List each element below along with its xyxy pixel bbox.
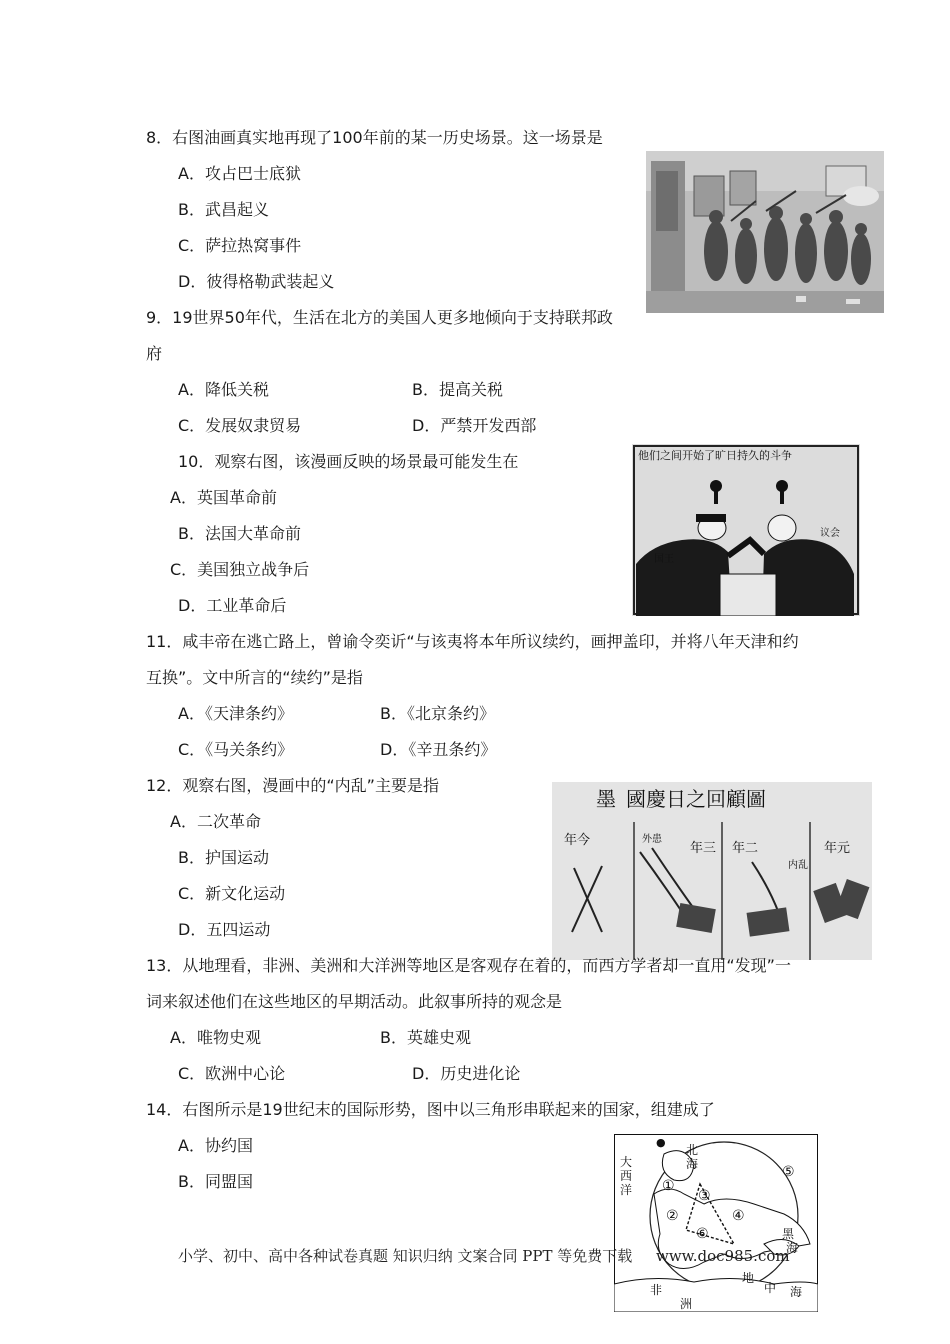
q12-panel-year2: 年二 [732, 841, 759, 856]
q10-label-king: 国王 [654, 554, 674, 565]
q13-option-c: C．欧洲中心论 [178, 1064, 286, 1083]
q9-stem-line-2: 府 [146, 344, 163, 363]
q12-option-d: D．五四运动 [178, 920, 271, 939]
q10-option-b: B．法国大革命前 [178, 524, 301, 543]
q10-label-parliament: 议会 [820, 528, 840, 539]
q10-cartoon-caption: 他们之间开始了旷日持久的斗争 [638, 449, 792, 462]
q12-panel-now: 年今 [564, 833, 591, 848]
q14-map-label-sea2: 海 [786, 1241, 799, 1255]
q14-map-label-zhou: 洲 [680, 1297, 693, 1311]
q13-option-d: D．历史进化论 [412, 1064, 521, 1083]
q14-map-marker-1: ① [662, 1178, 675, 1194]
q12-stem: 12．观察右图，漫画中的“内乱”主要是指 [146, 776, 439, 795]
q8-option-b: B．武昌起义 [178, 200, 269, 219]
q14-map-marker-6: ⑥ [696, 1226, 709, 1242]
q10-option-d: D．工业革命后 [178, 596, 287, 615]
q14-map [614, 1134, 818, 1312]
q14-map-label-sea1: 海 [686, 1157, 699, 1171]
q14-map-label-fei: 非 [650, 1283, 663, 1297]
q13-option-b: B．英雄史观 [380, 1028, 471, 1047]
q11-option-a: A．《天津条约》 [178, 704, 293, 723]
q8-option-a: A．攻占巴士底狱 [178, 164, 301, 183]
q9-option-d: D．严禁开发西部 [412, 416, 537, 435]
q9-option-b: B．提高关税 [412, 380, 503, 399]
q12-label-internal: 内乱 [788, 860, 808, 871]
q12-option-a: A．二次革命 [170, 812, 261, 831]
q10-cartoon [632, 444, 860, 616]
q9-option-a: A．降低关税 [178, 380, 269, 399]
q14-stem: 14．右图所示是19世纪末的国际形势，图中以三角形串联起来的国家，组建成了 [146, 1100, 715, 1119]
q11-stem-line-2: 互换”。文中所言的“续约”是指 [146, 668, 363, 687]
q12-panel-year1: 年元 [824, 841, 851, 856]
q9-stem-line-1: 9．19世界50年代，生活在北方的美国人更多地倾向于支持联邦政 [146, 308, 613, 327]
q8-oil-painting [646, 151, 884, 313]
q14-map-label-da: 大 [620, 1155, 633, 1169]
q12-cartoon [552, 782, 872, 960]
q12-panel-year3: 年三 [690, 841, 717, 856]
q8-stem: 8．右图油画真实地再现了100年前的某一历史场景。这一场景是 [146, 128, 603, 147]
q14-map-marker-4: ④ [732, 1208, 745, 1224]
q9-option-c: C．发展奴隶贸易 [178, 416, 302, 435]
q12-option-c: C．新文化运动 [178, 884, 286, 903]
q14-map-label-yang: 洋 [620, 1183, 633, 1197]
q11-option-d: D．《辛丑条约》 [380, 740, 497, 759]
q14-option-a: A．协约国 [178, 1136, 253, 1155]
footer-watermark[interactable]: www.doc985.com [656, 1247, 790, 1265]
q14-option-b: B．同盟国 [178, 1172, 253, 1191]
q14-map-marker-2: ② [666, 1208, 679, 1224]
svg-text:●: ● [656, 1136, 666, 1149]
q13-stem-line-1: 13．从地理看，非洲、美洲和大洋洲等地区是客观存在着的，而西方学者却一直用“发现”一 [146, 956, 791, 975]
q12-cartoon-seal: 墨 [596, 787, 616, 811]
q14-map-label-north: 北 [686, 1143, 699, 1157]
q8-option-c: C．萨拉热窝事件 [178, 236, 302, 255]
q8-option-d: D．彼得格勒武装起义 [178, 272, 335, 291]
q10-option-c: C．美国独立战争后 [170, 560, 310, 579]
q14-map-label-hei: 黑 [782, 1227, 795, 1241]
q10-stem: 10．观察右图，该漫画反映的场景最可能发生在 [178, 452, 519, 471]
q12-cartoon-title: 國慶日之回顧圖 [626, 787, 766, 811]
q14-map-label-di: 地 [742, 1271, 755, 1285]
q11-option-b: B．《北京条约》 [380, 704, 495, 723]
q11-stem-line-1: 11．咸丰帝在逃亡路上，曾谕令奕䜣“与该夷将本年所议续约，画押盖印，并将八年天津和约 [146, 632, 799, 651]
q14-map-label-zhong: 中 [764, 1281, 777, 1295]
q11-option-c: C．《马关条约》 [178, 740, 294, 759]
q14-map-label-xi: 西 [620, 1169, 633, 1183]
q14-map-marker-3: ③ [698, 1188, 711, 1204]
q13-option-a: A．唯物史观 [170, 1028, 261, 1047]
q13-stem-line-2: 词来叙述他们在这些地区的早期活动。此叙事所持的观念是 [146, 992, 563, 1011]
footer-text: 小学、初中、高中各种试卷真题 知识归纳 文案合同 PPT 等免费下载 [178, 1247, 633, 1265]
q14-map-label-sea3: 海 [790, 1285, 803, 1299]
q12-option-b: B．护国运动 [178, 848, 269, 867]
q12-label-foreign: 外患 [642, 834, 662, 845]
q10-option-a: A．英国革命前 [170, 488, 277, 507]
q14-map-marker-5: ⑤ [782, 1164, 795, 1180]
